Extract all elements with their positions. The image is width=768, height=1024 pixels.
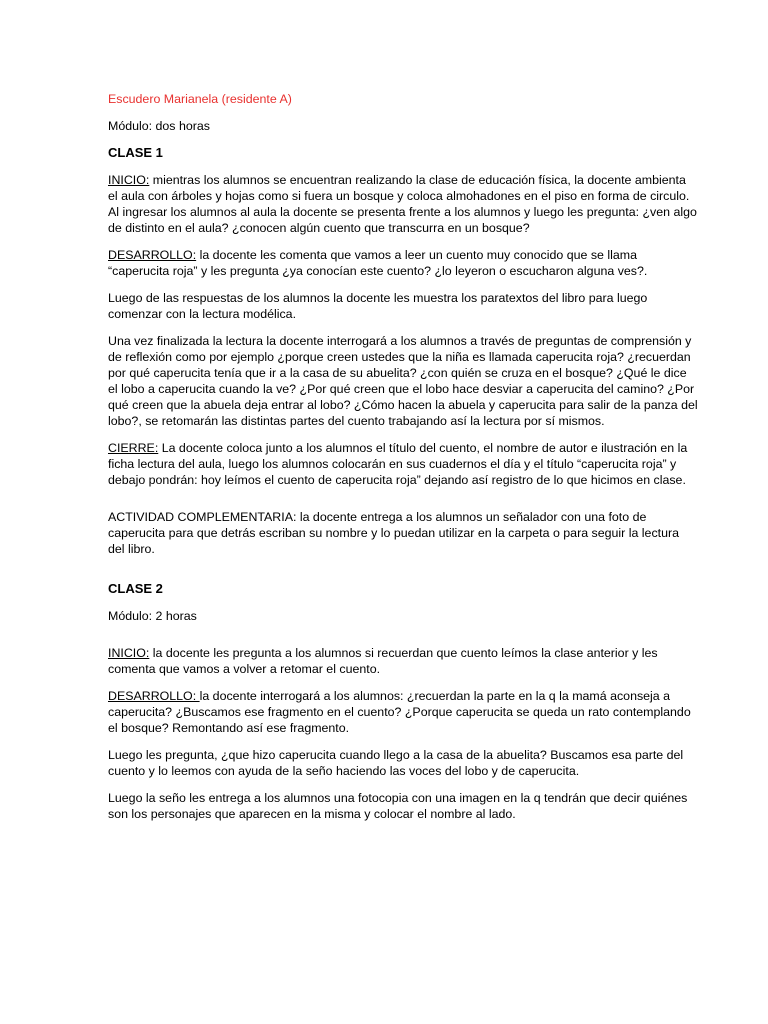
clase-1-heading: CLASE 1 <box>108 145 163 160</box>
clase-1-preguntas-paragraph: Una vez finalizada la lectura la docente interrogará a los alumnos a través de preguntas de comprensión y de reflexión como por ejemplo ¿porque creen ustedes que la niña es llamada caperucita roja? ¿recuerdan por qué caperucita tenía que ir a la casa de su abuelita? ¿con quién se cruza en el bosque? ¿Qué le dice el lobo a caperucita cuando la ve? ¿Por qué creen que el lobo hace desviar a caperucita del camino? ¿Por qué creen que la abuela deja entrar al lobo? ¿Cómo hacen la abuela y caperucita para salir de la panza del lobo?, se retomarán las distintas partes del cuento trabajando así la lectura por sí mismos. <box>108 334 698 428</box>
inicio-text: la docente les pregunta a los alumnos si recuerdan que cuento leímos la clase anterior y les comenta que vamos a volver a retomar el cuento. <box>108 646 658 676</box>
clase-1-desarrollo-paragraph <box>108 247 698 279</box>
cierre-label: CIERRE: <box>108 441 159 455</box>
desarrollo-text: la docente les comenta que vamos a leer un cuento muy conocido que se llama “caperucita roja” y les pregunta ¿ya conocían este cuento? ¿lo leyeron o escucharon alguna ves?. <box>108 248 648 278</box>
desarrollo-text: la docente interrogará a los alumnos: ¿recuerdan la parte en la q la mamá aconseja a caperucita? ¿Buscamos ese fragmento en el cuento? ¿Porque caperucita se queda un rato contemplando el bosque? Remontando así ese fragmento. <box>108 689 691 735</box>
inicio-text: mientras los alumnos se encuentran realizando la clase de educación física, la docente ambienta el aula con árboles y hojas como si fuera un bosque y coloca almohadones en el piso en forma de circulo. Al ingresar los alumnos al aula la docente se presenta frente a los alumnos y luego les pregunta: ¿ven algo de distinto en el aula? ¿conocen algún cuento que transcurra en un bosque? <box>108 173 697 235</box>
author-line: Escudero Marianela (residente A) <box>108 92 292 106</box>
clase-2-inicio-paragraph <box>108 645 698 677</box>
clase-2-modulo-line: Módulo: 2 horas <box>108 609 197 623</box>
cierre-text: La docente coloca junto a los alumnos el título del cuento, el nombre de autor e ilustración en la ficha lectura del aula, luego los alumnos colocarán en sus cuadernos el día y el título “caperucita roja” y debajo pondrán: hoy leímos el cuento de caperucita roja” dejando así registro de lo que hicimos en clase. <box>108 441 688 487</box>
desarrollo-label: DESARROLLO: <box>108 248 197 262</box>
desarrollo-label: DESARROLLO: <box>108 689 200 703</box>
clase-2-luego-paragraph: Luego les pregunta, ¿que hizo caperucita cuando llego a la casa de la abuelita? Buscamos esa parte del cuento y lo leemos con ayuda de la seño haciendo las voces del lobo y de caperucita. <box>108 748 684 778</box>
actividad-complementaria-paragraph: ACTIVIDAD COMPLEMENTARIA: la docente entrega a los alumnos un señalador con una foto de caperucita para que detrás escriban su nombre y lo puedan utilizar en la carpeta o para seguir la lectura del libro. <box>108 510 679 556</box>
clase-2-desarrollo-paragraph <box>108 688 698 736</box>
clase-1-inicio-paragraph <box>108 172 698 236</box>
clase-1-luego-paragraph: Luego de las respuestas de los alumnos la docente les muestra los paratextos del libro para luego comenzar con la lectura modélica. <box>108 291 648 321</box>
inicio-label: INICIO: <box>108 173 150 187</box>
clase-1-cierre-paragraph <box>108 440 698 488</box>
clase-2-heading: CLASE 2 <box>108 581 163 596</box>
clase-2-fotocopia-paragraph: Luego la seño les entrega a los alumnos una fotocopia con una imagen en la q tendrán que decir quiénes son los personajes que aparecen en la misma y colocar el nombre al lado. <box>108 791 688 821</box>
inicio-label: INICIO: <box>108 646 150 660</box>
modulo-line: Módulo: dos horas <box>108 119 210 133</box>
